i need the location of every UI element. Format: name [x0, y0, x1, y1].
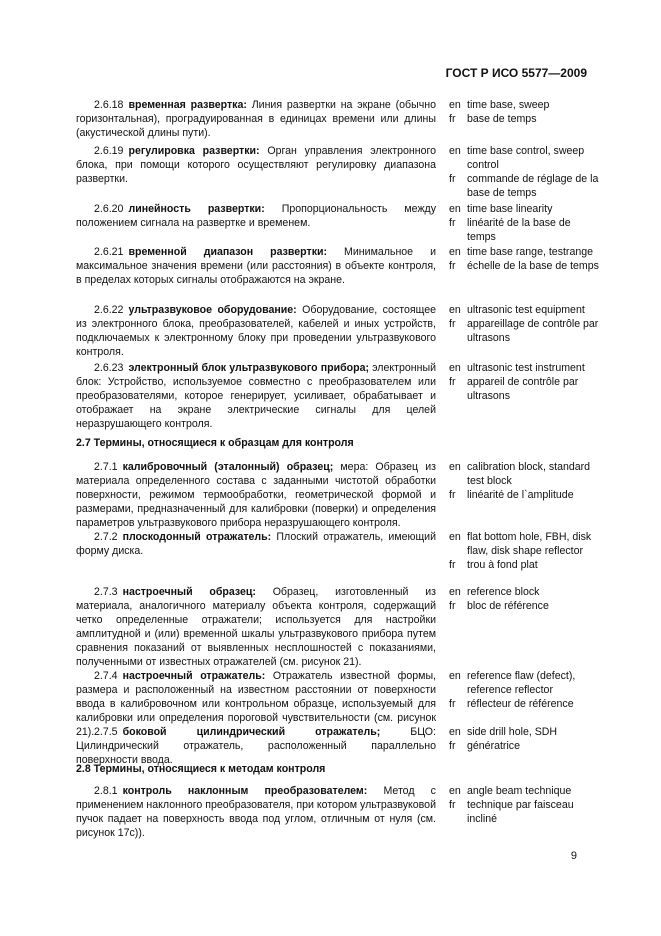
term-entry	[76, 202, 436, 230]
term-name: ультразвуковое оборудование:	[128, 304, 297, 316]
translations: en time base control, sweep control fr commande de réglage de la base de temps	[449, 145, 599, 199]
translations: en angle beam technique fr technique par faisceau incliné	[449, 784, 599, 826]
fr-term: appareillage de contrôle par ultrasons	[467, 318, 599, 344]
en-term: flat bottom hole, FBH, disk flaw, disk shape reflector	[467, 531, 592, 557]
translations: en calibration block, standard test block fr linéarité de l`amplitude	[449, 460, 599, 502]
en-term: time base control, sweep control	[467, 145, 585, 171]
term-entry	[76, 530, 436, 558]
section-heading: 2.7 Термины, относящиеся к образцам для контроля	[76, 437, 354, 449]
term-definition: электронный блок: Устройство, используемое совместно с преобразователем или преобразователями, которое генерирует, усиливает, обрабатывает и отображает на экране электрические сигналы для целей неразрушающего контроля.	[76, 362, 436, 430]
en-term: side drill hole, SDH	[467, 726, 558, 738]
term-name: калибровочный (эталонный) образец;	[122, 461, 334, 473]
term-definition: Метод с применением наклонного преобразователя, при котором ультразвуковой пучок падает на поверхность ввода под углом, отличным от нуля (см. рисунок 17с)).	[76, 785, 436, 839]
term-name: регулировка развертки:	[128, 145, 260, 157]
term-number: 2.6.21	[94, 246, 124, 258]
translations: en ultrasonic test instrument fr appareil de contrôle par ultrasons	[449, 361, 599, 403]
fr-term: technique par faisceau incliné	[467, 799, 574, 825]
term-name: электронный блок ультразвукового прибора;	[128, 362, 369, 374]
term-name: боковой цилиндрический отражатель;	[122, 726, 381, 738]
term-definition: Пропорциональность между положением сигнала на развертке и временем.	[76, 203, 437, 229]
term-name: временной диапазон развертки:	[128, 246, 328, 258]
term-number: 2.7.1	[94, 461, 118, 473]
translations: en flat bottom hole, FBH, disk flaw, disk shape reflector fr trou à fond plat	[449, 530, 599, 572]
term-definition: Линия развертки на экране (обычно горизонтальная), проградуированная в единицах времени или длины (акустической длины пути).	[76, 99, 436, 139]
fr-term: base de temps	[467, 113, 537, 125]
term-entry	[76, 361, 436, 431]
fr-term: échelle de la base de temps	[467, 260, 599, 272]
term-definition: БЦО: Цилиндрический отражатель, расположенный параллельно поверхности ввода.	[76, 726, 436, 766]
term-name: настроечный отражатель:	[122, 670, 266, 682]
fr-term: bloc de référence	[467, 600, 549, 612]
translations: en reference block fr bloc de référence	[449, 585, 599, 613]
term-name: плоскодонный отражатель:	[122, 531, 272, 543]
term-definition: Отражатель известной формы, размера и расположенный на известном расстоянии от поверхности ввода в калибровочном или контрольном образце, используемый для калибровки или определения пороговой чувствительности (см. рисунок 21).	[76, 670, 437, 738]
term-definition: Плоский отражатель, имеющий форму диска.	[76, 531, 437, 557]
term-entry	[76, 725, 436, 767]
term-entry	[76, 144, 436, 186]
fr-term: commande de réglage de la base de temps	[467, 173, 599, 199]
term-name: контроль наклонным преобразователем:	[122, 785, 368, 797]
term-entry	[76, 245, 436, 287]
term-definition: Оборудование, состоящее из электронного блока, преобразователей, кабелей и иных устройств, подключаемых к электронному блоку при проведении ультразвукового контроля.	[76, 304, 436, 358]
translations: en time base, sweep fr base de temps	[449, 98, 599, 126]
term-number: 2.7.5	[94, 726, 118, 738]
translations: en reference flaw (defect), reference reflector fr réflecteur de référence	[449, 669, 599, 711]
translations: en time base range, testrange fr échelle de la base de temps	[449, 246, 599, 272]
term-name: линейность развертки:	[128, 203, 265, 215]
term-entry	[76, 303, 436, 359]
term-number: 2.7.2	[94, 531, 118, 543]
translations: en side drill hole, SDH fr génératrice	[449, 725, 599, 753]
page-number: 9	[570, 850, 577, 862]
en-term: calibration block, standard test block	[467, 461, 591, 487]
en-term: reference flaw (defect), reference reflector	[467, 670, 576, 696]
en-term: time base range, testrange	[467, 246, 594, 258]
en-term: angle beam technique	[467, 785, 572, 797]
term-entry	[76, 98, 436, 140]
term-number: 2.6.18	[94, 99, 124, 111]
term-number: 2.8.1	[94, 785, 118, 797]
en-term: ultrasonic test instrument	[467, 362, 585, 374]
en-term: reference block	[467, 586, 540, 598]
en-term: ultrasonic test equipment	[467, 304, 585, 316]
term-definition: Минимальное и максимальное значения времени (или расстояния) в объекте контроля, в пределах которых сигналы отображаются на экране.	[76, 246, 437, 286]
term-number: 2.6.20	[94, 203, 124, 215]
section-heading: 2.8 Термины, относящиеся к методам контроля	[76, 763, 326, 775]
translations: en time base linearity fr linéarité de la base de temps	[449, 202, 599, 244]
fr-term: linéarité de la base de temps	[467, 217, 571, 243]
document-header: ГОСТ Р ИСО 5577—2009	[445, 66, 587, 80]
fr-term: linéarité de l`amplitude	[467, 489, 574, 501]
term-number: 2.6.23	[94, 362, 124, 374]
translations: en ultrasonic test equipment fr appareillage de contrôle par ultrasons	[449, 304, 599, 344]
term-name: настроечный образец:	[122, 586, 256, 598]
fr-term: appareil de contrôle par ultrasons	[467, 376, 579, 402]
fr-term: réflecteur de référence	[467, 698, 574, 710]
fr-term: génératrice	[467, 740, 520, 752]
term-number: 2.6.22	[94, 304, 124, 316]
en-term: time base linearity	[467, 203, 553, 215]
term-number: 2.6.19	[94, 145, 124, 157]
term-entry	[76, 585, 436, 669]
term-definition: Орган управления электронного блока, при помощи которого осуществляют регулировку диапазона развертки.	[76, 145, 436, 185]
term-entry	[76, 784, 436, 840]
en-term: time base, sweep	[467, 99, 550, 111]
term-number: 2.7.4	[94, 670, 118, 682]
fr-term: trou à fond plat	[467, 559, 538, 571]
term-name: временная развертка:	[128, 99, 247, 111]
term-number: 2.7.3	[94, 586, 118, 598]
term-definition: мера: Образец из материала определенного состава с заданными чистотой обработки поверхности, режимом термообработки, геометрической формой и размерами, предназначенный для калибровки (поверки) и определения параметров ультразвукового прибора неразрушающего контроля.	[76, 461, 436, 529]
term-entry	[76, 460, 436, 530]
term-definition: Образец, изготовленный из материала, аналогичного материалу объекта контроля, содержащий четко определенные отражатели; используется для настройки амплитудной и (или) временной шкалы ультразвукового прибора путем сравнения показаний от выявленных несплошностей с показаниями, полученными от известных отражателей (см. рисунок 21).	[76, 586, 436, 668]
